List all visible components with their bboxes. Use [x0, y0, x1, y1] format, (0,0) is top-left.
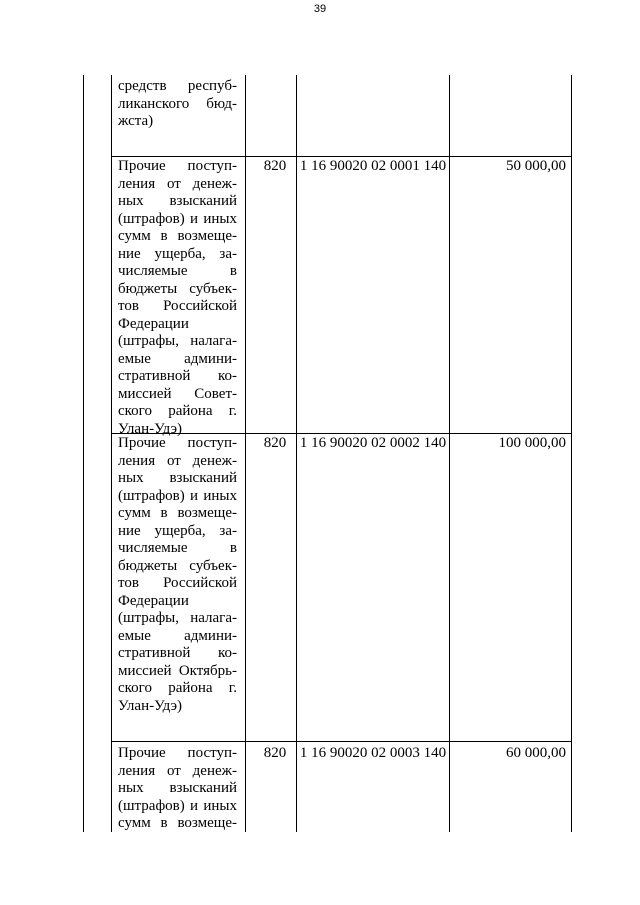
description-line: Прочие поступ- — [118, 745, 237, 761]
description-line: ления от денеж- — [118, 452, 237, 469]
description-line: ления от денеж- — [118, 762, 237, 779]
description-line: тов Российской — [118, 575, 237, 591]
description-line: Улан-Удэ) — [118, 420, 183, 437]
admin-code: 820 — [263, 435, 287, 451]
description-line: ных взысканий — [118, 470, 237, 486]
description-line: Прочие поступ- — [118, 158, 237, 174]
description-line: (штрафы, налага- — [118, 610, 237, 626]
table-border-col4 — [449, 75, 450, 832]
row-description — [118, 158, 237, 438]
description-line: числяемые в — [118, 263, 237, 279]
description-line: ных взысканий — [118, 780, 237, 796]
amount: 50 000,00 — [506, 158, 566, 174]
row-description — [118, 745, 237, 833]
description-line: ского района г. — [118, 403, 237, 419]
description-line: ние ущерба, за- — [118, 522, 237, 539]
table-border-col1 — [111, 75, 112, 832]
admin-code: 820 — [263, 745, 287, 761]
budget-classification-code: 1 16 90020 02 0003 140 — [299, 745, 447, 761]
description-line: Федерации — [118, 315, 189, 332]
description-line: емые админи- — [118, 627, 237, 644]
row-description — [118, 78, 237, 131]
table-left-border — [83, 75, 84, 832]
amount: 60 000,00 — [506, 745, 566, 761]
row-description — [118, 435, 237, 715]
description-line: (штрафов) и иных — [118, 797, 237, 814]
row-divider — [111, 741, 572, 742]
description-line: (штрафов) и иных — [118, 210, 237, 227]
description-line: бюджеты субъек- — [118, 557, 237, 574]
description-line: ского района г. — [118, 680, 237, 696]
budget-classification-code: 1 16 90020 02 0001 140 — [299, 158, 447, 174]
row-divider — [111, 156, 572, 157]
description-line: числяемые в — [118, 540, 237, 556]
table-border-col2 — [245, 75, 246, 832]
description-line: Федерации — [118, 592, 189, 609]
description-line: сумм в возмеще- — [118, 815, 237, 831]
description-line: ние ущерба, за- — [118, 245, 237, 262]
description-line: Улан-Удэ) — [118, 697, 183, 714]
amount: 100 000,00 — [498, 435, 566, 451]
description-line: бюджеты субъек- — [118, 280, 237, 297]
description-line: сумм в возмеще- — [118, 505, 237, 521]
description-line: Прочие поступ- — [118, 435, 237, 451]
description-line: миссией Октябрь- — [118, 662, 237, 679]
description-line: ления от денеж- — [118, 175, 237, 192]
admin-code: 820 — [263, 158, 287, 174]
description-line: ных взысканий — [118, 193, 237, 209]
description-line: стративной ко- — [118, 368, 237, 384]
table-border-col3 — [296, 75, 297, 832]
description-line: емые админи- — [118, 350, 237, 367]
description-line: ликанского бюд- — [118, 95, 237, 112]
budget-classification-code: 1 16 90020 02 0002 140 — [299, 435, 447, 451]
description-line: стративной ко- — [118, 645, 237, 661]
description-line: (штрафы, налага- — [118, 333, 237, 349]
description-line: (штрафов) и иных — [118, 487, 237, 504]
description-line: сумм в возмеще- — [118, 228, 237, 244]
page-number: 39 — [313, 3, 327, 15]
description-line: миссией Совет- — [118, 385, 237, 402]
description-line: тов Российской — [118, 298, 237, 314]
description-line: жста) — [118, 113, 154, 129]
description-line: средств респуб- — [118, 78, 237, 94]
table-right-border — [571, 75, 572, 832]
